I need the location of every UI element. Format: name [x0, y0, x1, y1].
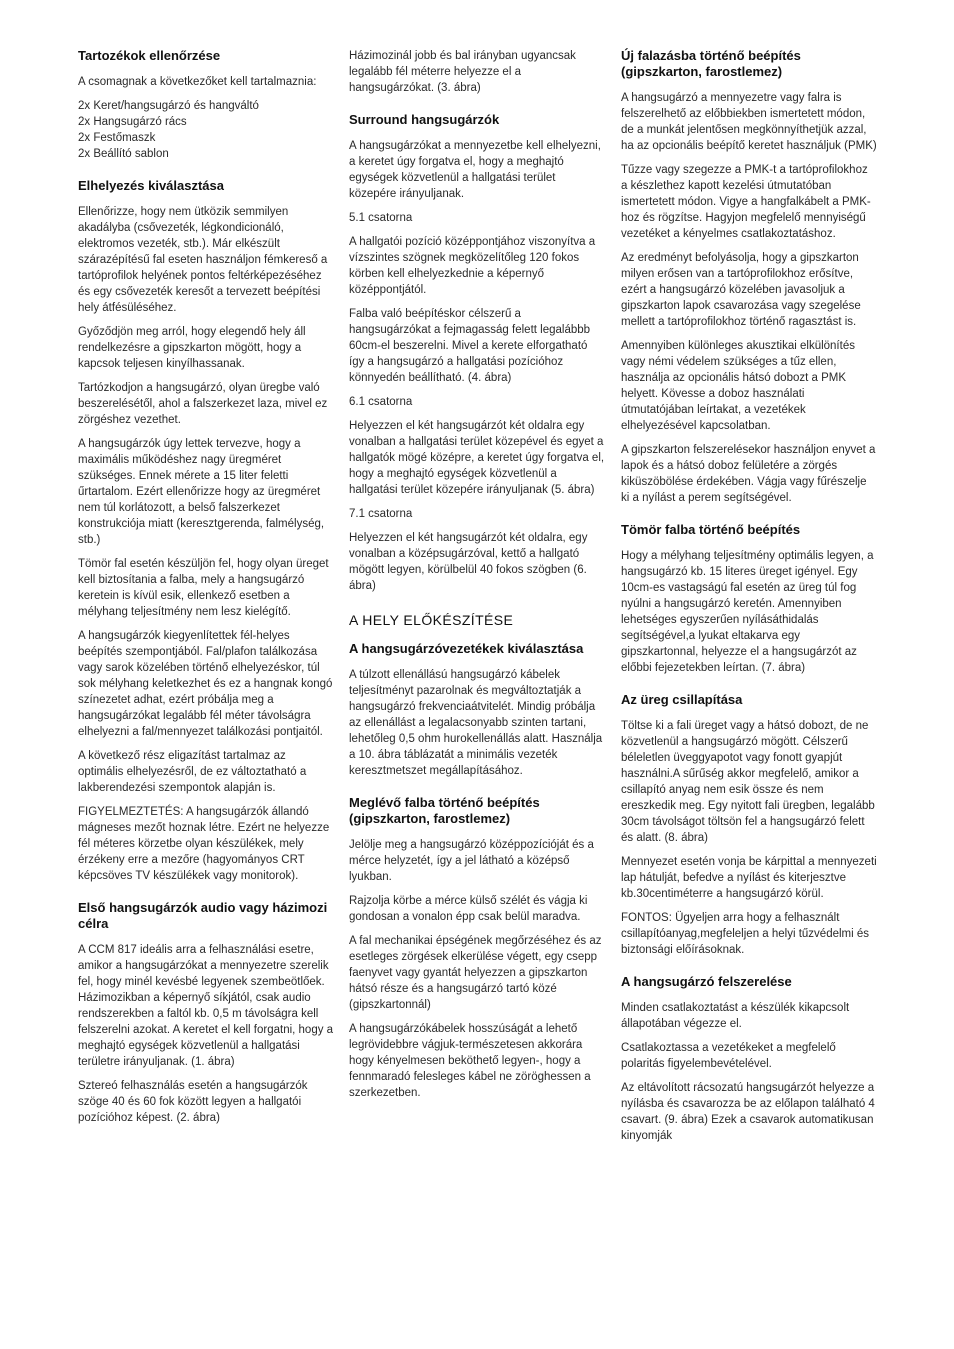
- heading-existing-wall: Meglévő falba történő beépítés (gipszkarton, farostlemez): [349, 795, 540, 826]
- paragraph: Helyezzen el két hangsugárzót két oldalra egy vonalban a hallgatási terület közepével és egyet a hallgatók mögé középre, a keretet úgy forgatva el, hogy a meghajtó egységek közvetlenül a hallgatási terület közepére irányuljanak (5. ábra): [349, 420, 605, 496]
- paragraph: A hangsugárzó a mennyezetre vagy falra is felszerelhető az előbbiekben ismertetett módon, de a munkát jelentősen megkönnyíthetjük azzal, ha az opcionális beépítő keretet használjuk (PMK): [621, 92, 877, 152]
- heading-surround: Surround hangsugárzók: [349, 112, 500, 127]
- heading-new-wall: Új falazásba történő beépítés (gipszkarton, farostlemez): [621, 48, 801, 79]
- paragraph: A hangsugárzók kiegyenlítettek fél-helyes beépítés szempontjából. Fal/plafon találkozása vagy sarok közelében történő elhelyezéskor, túl sok mélyhang keletkezhet és ez a hangnak kongó színezetet adhat, ezért próbálja meg a hangsugárzókat legalább fél méter távolságra elhelyezni a fal/mennyezet találkozási pontjaitól.: [78, 630, 333, 738]
- warning-paragraph: FIGYELMEZTETÉS: A hangsugárzók állandó mágneses mezőt hoznak létre. Ezért ne helyezze fél méteres körzetbe olyan készülékek, mely érzékeny erre a mezőre (hagyományos CRT képcsöves TV készülékek vagy monitorok).: [78, 806, 330, 882]
- paragraph: A fal mechanikai épségének megőrzéséhez és az esetleges zörgések elkerülése végett, egy csepp faenyvet vagy gyantát helyezzen a gipszkarton hátsó része és a hangsugárzó tartó közé (gipszkartonnál): [349, 935, 602, 1011]
- paragraph: Minden csatlakoztatást a készülék kikapcsolt állapotában végezze el.: [621, 1002, 850, 1030]
- paragraph: A következő rész eligazítást tartalmaz az optimális elhelyezésről, de ez változtatható a lakberendezési szempontok alapján is.: [78, 750, 307, 794]
- heading-solid-wall: Tömör falba történő beépítés: [621, 522, 801, 537]
- heading-accessories: Tartozékok ellenőrzése: [78, 48, 221, 63]
- column-2: [349, 48, 605, 1109]
- channel-label: 7.1 csatorna: [349, 508, 413, 520]
- paragraph: A túlzott ellenállású hangsugárzó kábelek teljesítményt pazarolnak és megváltoztatják a hangsugárzó frekvenciaátvitelét. Mindig próbálja az ellenállást a legalacsonyabb szinten tartani, lehetőleg 0,5 ohm hurokellenállás alatt. Használja a 10. ábra táblázatát a minimális vezeték keresztmetszet megállapításához.: [349, 669, 603, 777]
- heading-speaker-mounting: A hangsugárzó felszerelése: [621, 974, 792, 989]
- heading-front-speakers: Első hangsugárzók audio vagy házimozi célra: [78, 900, 328, 931]
- heading-placement: Elhelyezés kiválasztása: [78, 178, 224, 193]
- heading-site-preparation: A HELY ELŐKÉSZÍTÉSE: [349, 612, 514, 628]
- paragraph: Házimozinál jobb és bal irányban ugyancsak legalább fél méterre helyezze el a hangsugárzókat. (3. ábra): [349, 50, 576, 94]
- paragraph: Tartózkodjon a hangsugárzó, olyan üregbe való beszerelésétől, ahol a falszerkezet laza, mivel ez zörgéshez vezethet.: [78, 382, 328, 426]
- paragraph: Sztereó felhasználás esetén a hangsugárzók szöge 40 és 60 fok között legyen a hallgatói pozícióhoz képest. (2. ábra): [78, 1080, 308, 1124]
- list-item: 2x Beállító sablon: [78, 148, 169, 160]
- paragraph: Amennyiben különleges akusztikai elkülönítés vagy némi védelem szükséges a tűz ellen, használja az opcionális hátsó dobozt a PMK helyett. Kövesse a doboz használati útmutatójában leírtakat, a vezetékek elhelyezésével kapcsolatban.: [621, 340, 855, 432]
- paragraph: A gipszkarton felszerelésekor használjon enyvet a lapok és a hátsó doboz felületére a zörgés kiküszöbölése érdekében. Vágja vagy fűrészelje ki a nyílást a perem segítségével.: [621, 444, 876, 504]
- channel-label: 5.1 csatorna: [349, 212, 413, 224]
- heading-cable-selection: A hangsugárzóvezetékek kiválasztása: [349, 641, 584, 656]
- paragraph: Tömör fal esetén készüljön fel, hogy olyan üreget kell biztosítania a falba, mely a hangsugárzó keretein is kívül esik, ellenkező esetben a mélyhang teljesítmény nem lesz kielégítő.: [78, 558, 329, 618]
- paragraph: Az eltávolított rácsozatú hangsugárzót helyezze a nyílásba és csavarozza be az előlapon található 4 csavart. (9. ábra) Ezek a csavarok automatikusan kinyomják: [621, 1082, 875, 1142]
- column-3: [621, 48, 877, 1152]
- paragraph: A hallgatói pozíció középpontjához viszonyítva a vízszintes szögnek megközelítőleg 120 fokos körben kell elhelyezkednie a képernyő középpontjától.: [349, 236, 596, 296]
- list-item: 2x Hangsugárzó rács: [78, 116, 187, 128]
- paragraph: Jelölje meg a hangsugárzó középpozícióját és a mérce helyzetét, így a jel látható a középső lyukban.: [349, 839, 594, 883]
- channel-label: 6.1 csatorna: [349, 396, 413, 408]
- paragraph: Töltse ki a fali üreget vagy a hátsó dobozt, de ne közvetlenül a hangsugárzó mögött. Célszerű béleletlen üveggyapotot vagy fonott gyapjút használni.A sűrűség akkor megfelelő, amikor a csillapító anyag nem esik össze és nem ereszkedik meg. Egy nyitott fali üregben, legalább 30cm távolságot töltsön fel a hangsugárzó felett és alatt. (8. ábra): [621, 720, 875, 844]
- paragraph: Hogy a mélyhang teljesítmény optimális legyen, a hangsugárzó kb. 15 literes üreget igényel. Egy 10cm-es vastagságú fal esetén az üreg túl fog nyúlni a hangsugárzó keretén. Amennyiben lehetséges egyszerűen nyílásáthidalás segítségével,a lyukat eltakarva egy gipszkartonnal, helyezze el a hangsugárzót az előbbi fejezetekben leírtan. (7. ábra): [621, 550, 874, 674]
- important-paragraph: FONTOS: Ügyeljen arra hogy a felhasznált csillapítóanyag,megfeleljen a helyi tűzvédelmi és biztonsági előírásoknak.: [621, 912, 870, 956]
- paragraph: Csatlakoztassa a vezetékeket a megfelelő polaritás figyelembevételével.: [621, 1042, 836, 1070]
- paragraph: A hangsugárzók úgy lettek tervezve, hogy a maximális működéshez nagy üregméret szükséges. Ennek mérete a 15 liter feletti űrtartalom. Ezért ellenőrizze hogy az üregméret nem túl korlátozott, a belső falszerkezet konstrukciója miatt (keresztgerenda, falmélység, stb.): [78, 438, 325, 546]
- item-list: [78, 98, 334, 162]
- list-item: 2x Festőmaszk: [78, 132, 156, 144]
- paragraph: Tűzze vagy szegezze a PMK-t a tartóprofilokhoz a készlethez kapott kezelési útmutatóban ismertetett módon. Vigye a hangfalkábelt a PMK-hoz és rögzítse. Hagyjon megfelelő mennyiségű vezetéket a kényelmes csatlakoztatáshoz.: [621, 164, 871, 240]
- paragraph: Mennyezet esetén vonja be kárpittal a mennyezeti lap hátulját, befedve a nyílást és kiterjesztve kb.30centiméterre a hangsugárzó körül.: [621, 856, 877, 900]
- paragraph: Ellenőrizze, hogy nem ütközik semmilyen akadályba (csővezeték, légkondicionáló, elektromos vezeték, stb.). Már elkészült szárazépítésű fal eseten használjon fémkereső a tartóprofilok helyének pontos feltérképezéséhez és egy csővezeték keresőt a tervezett beépítési hely átfésüléséhez.: [78, 206, 328, 314]
- paragraph: Falba való beépítéskor célszerű a hangsugárzókat a fejmagasság felett legalábbb 60cm-el beszerelni. Mivel a kerete elforgatható így a hangsugárzó a hallgatási pozícióhoz könnyedén beállítható. (4. ábra): [349, 308, 591, 384]
- list-item: 2x Keret/hangsugárzó és hangváltó: [78, 100, 259, 112]
- column-1: [78, 48, 334, 1134]
- paragraph: A hangsugárzókat a mennyezetbe kell elhelyezni, a keretet úgy forgatva el, hogy a meghajtó egységek közvetlenül a hallgatási terület közepére irányuljanak.: [349, 140, 601, 200]
- paragraph: Helyezzen el két hangsugárzót két oldalra, egy vonalban a középsugárzóval, kettő a hallgató mögött legyen, körülbelül 40 fokos szögben (6. ábra): [349, 532, 588, 592]
- heading-cavity-damping: Az üreg csillapítása: [621, 692, 743, 707]
- paragraph: Rajzolja körbe a mérce külső szélét és vágja ki gondosan a vonalon épp csak belül maradva.: [349, 895, 588, 923]
- paragraph: Az eredményt befolyásolja, hogy a gipszkarton milyen erősen van a tartóprofilokhoz erősítve, ezért a hangsugárzó közelében javasoljuk a gipszkarton lapok csavarozása vagy szegelése mellett a tartóprofilokhoz történő ragasztást is.: [621, 252, 861, 328]
- paragraph: A CCM 817 ideális arra a felhasználási esetre, amikor a hangsugárzókat a mennyezetre szerelik fel, hogy minél kevésbé legyenek szembeötlőek. Házimozikban a képernyő síkjától, csak audio rendszerekben a faltól kb. 0,5 m távolságra kell felszerelni azokat. A keretet el kell forgatni, hogy a meghajtó egységek közvetlenül a hallgatási területre irányuljanak. (1. ábra): [78, 944, 334, 1068]
- paragraph: Győződjön meg arról, hogy elegendő hely áll rendelkezésre a gipszkarton mögött, hogy a kapcsok teljesen kinyílhassanak.: [78, 326, 306, 370]
- paragraph: A hangsugárzókábelek hosszúságát a lehető legrövidebbre vágjuk-természetesen akkorára hogy kényelmesen beköthető legyen-, hogy a fennmaradó felesleges kábel ne zöröghessen a szerkezetben.: [349, 1023, 591, 1099]
- paragraph: A csomagnak a következőket kell tartalmaznia:: [78, 76, 317, 88]
